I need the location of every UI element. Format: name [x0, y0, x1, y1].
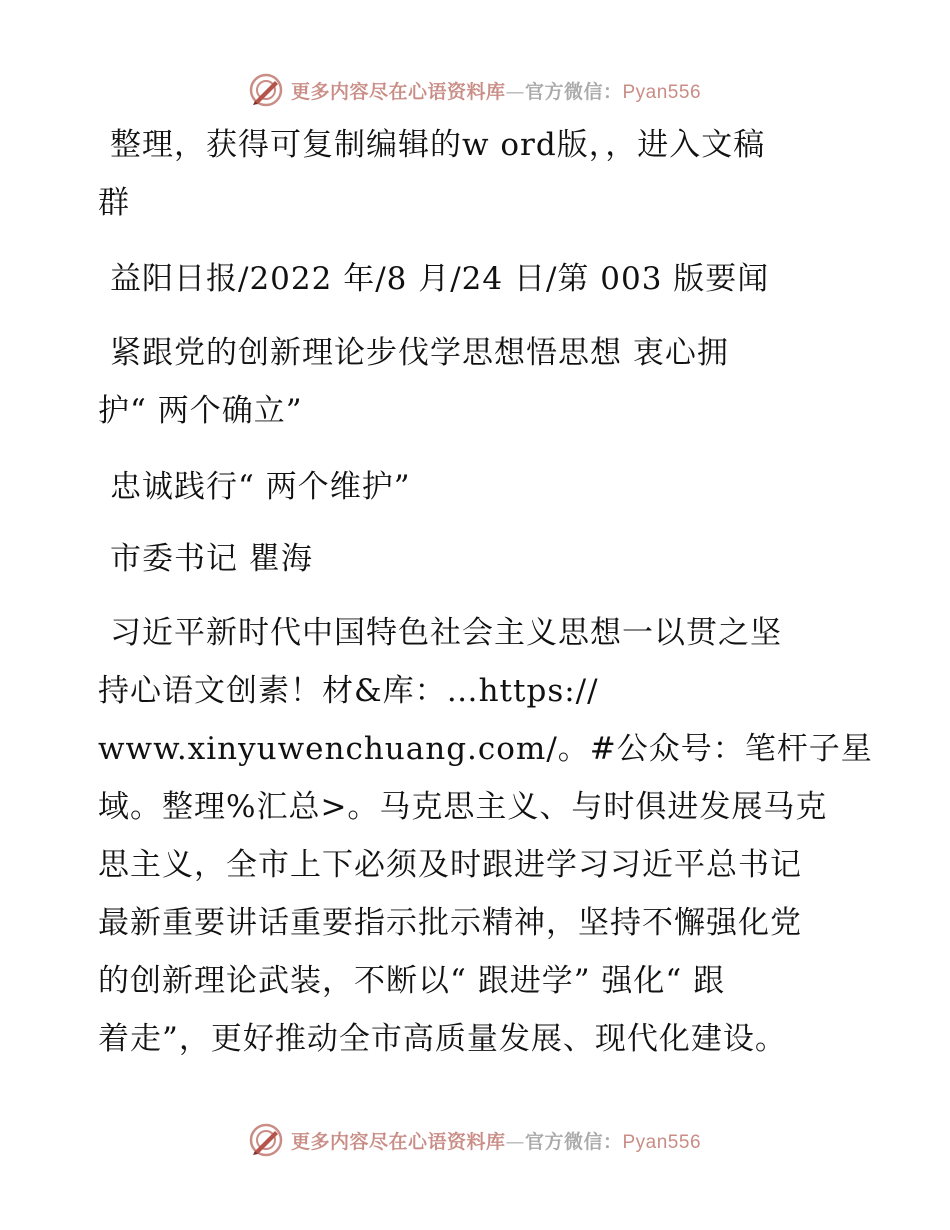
text-line: 整理，获得可复制编辑的w ord版，，进入文稿 [110, 127, 766, 163]
text-line: 持心语文创素！材&库：…https:// [98, 673, 599, 709]
article-author [98, 530, 858, 588]
text-line: 益阳日报/2022 年/8 月/24 日/第 003 版要闻 [110, 261, 770, 297]
paragraph-intro [98, 116, 858, 232]
text-line: 护“ 两个确立” [98, 393, 303, 429]
text-line: 着走”，更好推动全市高质量发展、现代化建设。 [98, 1021, 787, 1057]
watermark-text: 更多内容尽在心语资料库—官方微信：Pyan556 [290, 80, 702, 103]
text-line: 最新重要讲话重要指示批示精神，坚持不懈强化党 [98, 905, 802, 941]
pen-logo-icon [249, 1123, 283, 1157]
text-line: www.xinyuwenchuang.com/。#公众号：笔杆子星 [98, 731, 873, 767]
text-line: 紧跟党的创新理论步伐学思想悟思想 衷心拥 [110, 335, 729, 371]
pen-logo-icon [249, 73, 283, 107]
article-title [98, 324, 858, 440]
article-body [98, 604, 873, 1068]
text-line: 思主义，全市上下必须及时跟进学习习近平总书记 [98, 847, 802, 883]
text-line: 市委书记 瞿海 [110, 541, 313, 577]
watermark-text: 更多内容尽在心语资料库—官方微信：Pyan556 [290, 1130, 702, 1153]
text-line: 习近平新时代中国特色社会主义思想一以贯之坚 [110, 615, 782, 651]
text-line: 域。整理%汇总>。马克思主义、与时俱进发展马克 [98, 789, 828, 825]
article-subtitle [98, 458, 858, 516]
text-line: 的创新理论武装，不断以“ 跟进学” 强化“ 跟 [98, 963, 726, 999]
text-line: 忠诚践行“ 两个维护” [110, 469, 411, 505]
header-watermark [0, 70, 950, 110]
text-line: 群 [98, 185, 130, 221]
source-line [98, 250, 858, 308]
footer-watermark [0, 1120, 950, 1160]
